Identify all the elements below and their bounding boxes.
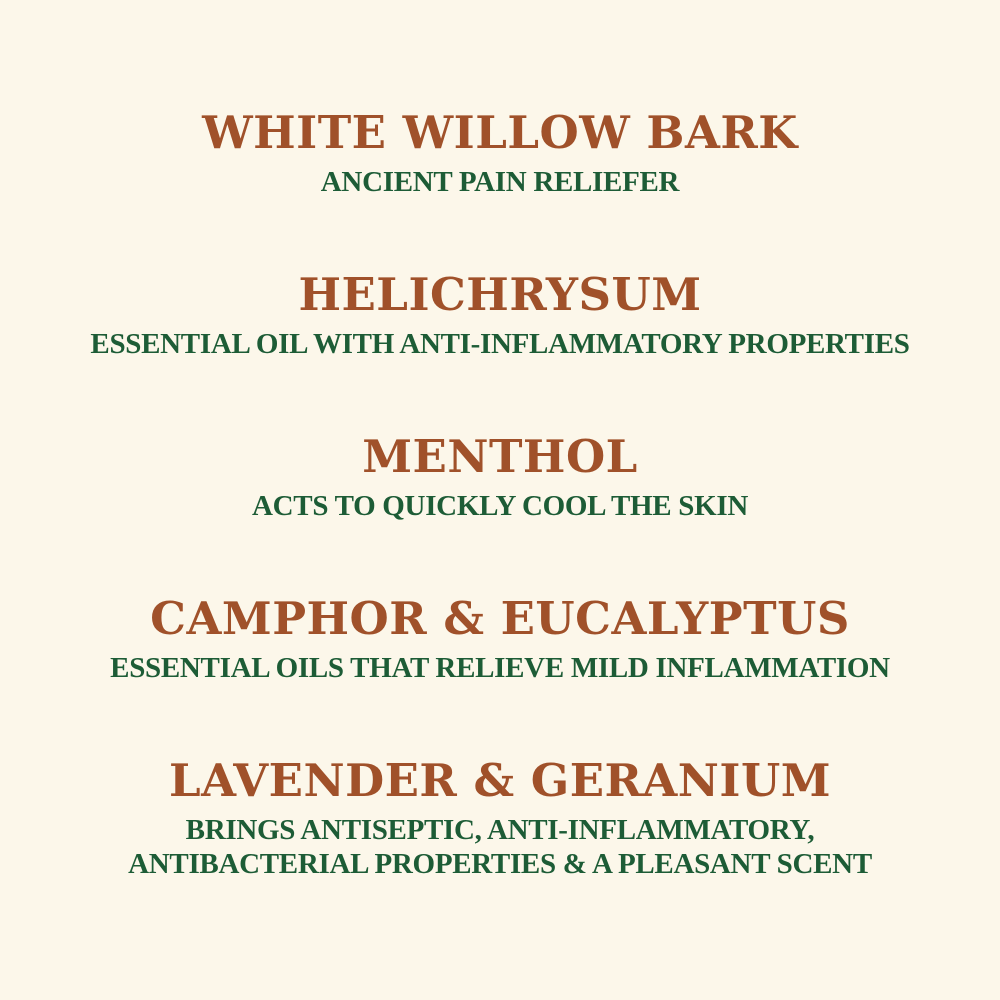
ingredient-section-lavender-geranium [20,755,980,881]
ingredient-section-camphor-eucalyptus [20,593,980,685]
ingredient-title: MENTHOL [362,430,638,483]
description-line: BRINGS ANTISEPTIC, ANTI-INFLAMMATORY, [185,814,815,846]
description-line: ESSENTIAL OIL WITH ANTI-INFLAMMATORY PROPERTIES [90,328,910,360]
ingredient-title: LAVENDER & GERANIUM [168,754,832,807]
ingredient-section-menthol [20,431,980,523]
ingredient-section-helichrysum [20,269,980,361]
ingredient-description [20,165,980,199]
ingredient-section-white-willow-bark [20,107,980,199]
description-line: ANCIENT PAIN RELIEFER [320,166,680,198]
ingredient-title: WHITE WILLOW BARK [202,106,798,159]
ingredient-title: HELICHRYSUM [298,268,702,321]
ingredient-description [20,489,980,523]
ingredient-title: CAMPHOR & EUCALYPTUS [150,592,850,645]
ingredient-description [20,327,980,361]
description-line: ANTIBACTERIAL PROPERTIES & A PLEASANT SCENT [128,848,872,880]
description-line: ESSENTIAL OILS THAT RELIEVE MILD INFLAMMATION [110,652,890,684]
ingredient-description [20,813,980,881]
description-line: ACTS TO QUICKLY COOL THE SKIN [251,490,749,522]
ingredient-description [20,651,980,685]
